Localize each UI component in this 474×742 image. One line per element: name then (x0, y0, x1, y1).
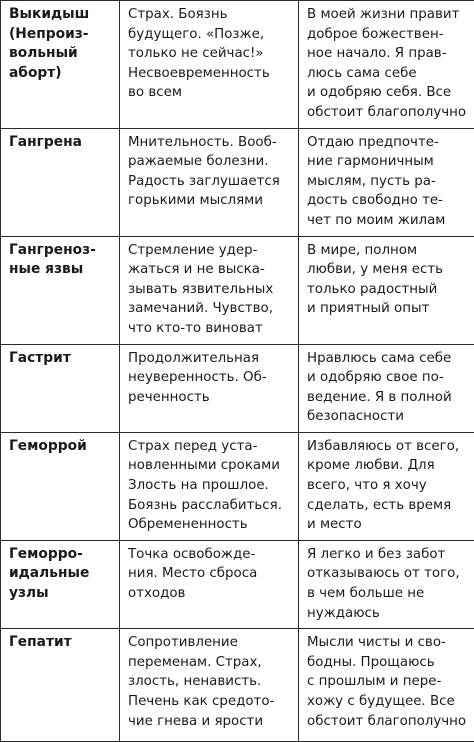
ailment-name: Гепатит (1, 629, 120, 742)
ailment-name: Геморро- идальные узлы (1, 540, 120, 628)
affirmation: Нравлюсь сама себе и одобряю свое по- ведение. Я в полной безопасности (299, 344, 474, 432)
probable-cause: Сопротивление переменам. Страх, злость, ненависть. Печень как средото- чие гнева и ярости (120, 629, 299, 742)
table-row (1, 540, 474, 628)
affirmation: В моей жизни правит доброе божествен- ное начало. Я прав- люсь сама себе и одобряю себя. Все обстоит благополучно (299, 1, 474, 129)
table-row (1, 432, 474, 540)
affirmation: В мире, полном любви, у меня есть только радостный и приятный опыт (299, 236, 474, 344)
ailment-name: Выкидыш (Непроиз- вольный аборт) (1, 1, 120, 129)
probable-cause: Точка освобожде- ния. Место сброса отходов (120, 540, 299, 628)
probable-cause: Продолжительная неуверенность. Об- реченность (120, 344, 299, 432)
ailment-name: Геморрой (1, 432, 120, 540)
affirmation: Избавляюсь от всего, кроме любви. Для всего, что я хочу сделать, есть время и место (299, 432, 474, 540)
table-row (1, 236, 474, 344)
affirmation: Отдаю предпочте- ние гармоничным мыслям, пусть ра- дость свободно те- чет по моим жилам (299, 128, 474, 236)
probable-cause: Страх перед уста- новленными сроками Злость на прошлое. Боязнь расслабиться. Обремененность (120, 432, 299, 540)
affirmation: Мысли чисты и сво- бодны. Прощаюсь с прошлым и пере- хожу с будущее. Все обстоит благополучно (299, 629, 474, 742)
probable-cause: Страх. Боязнь будущего. «Позже, только не сейчас!» Несвоевременность во всем (120, 1, 299, 129)
table-row (1, 344, 474, 432)
table-row (1, 1, 474, 129)
probable-cause: Стремление удер- жаться и не выска- зывать язвительных замечаний. Чувство, что кто-то виноват (120, 236, 299, 344)
ailment-name: Гангрена (1, 128, 120, 236)
ailment-name: Гастрит (1, 344, 120, 432)
ailment-name: Гангренoз- ные язвы (1, 236, 120, 344)
table-row (1, 629, 474, 742)
affirmation: Я легко и без забот отказываюсь от того, в чем больше не нуждаюсь (299, 540, 474, 628)
probable-cause: Мнительность. Вооб- ражаемые болезни. Радость заглушается горькими мыслями (120, 128, 299, 236)
table-row (1, 128, 474, 236)
